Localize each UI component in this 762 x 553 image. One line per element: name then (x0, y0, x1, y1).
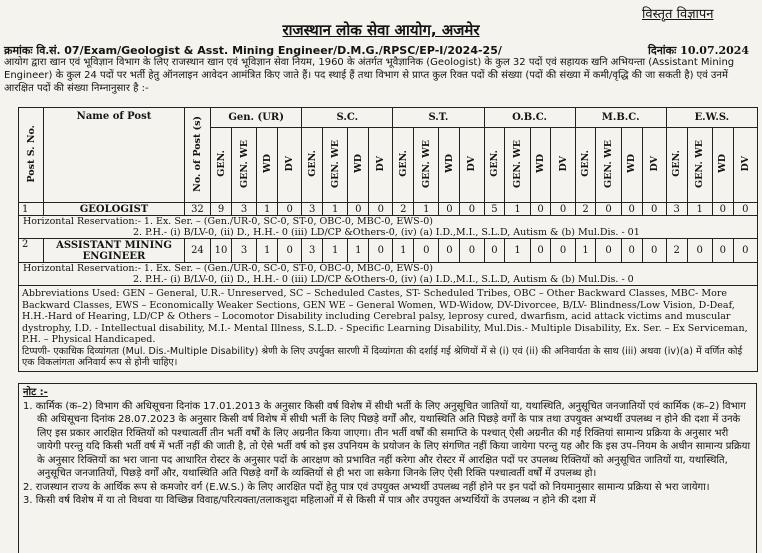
cell-value: 1 (505, 203, 530, 216)
cell-value: 0 (712, 239, 733, 263)
row-sno: 1 (19, 203, 44, 216)
cell-value: 0 (369, 203, 393, 216)
group-header: S.C. (302, 108, 393, 128)
cell-value: 0 (439, 203, 460, 216)
sub-col-header: GEN. WE (596, 128, 621, 203)
sub-col-header: GEN. (484, 128, 505, 203)
cell-value: 1 (257, 203, 278, 216)
note-item: 3. किसी वर्ष विशेष में या तो विधवा या विच्छिन्न विवाह/परित्यक्ता/तलाकशुदा महिलाओं में से किसी में पात्र और उपयुक्त अभ्यर्थियों के उपलब्ध न होने की दशा में (23, 495, 596, 506)
cell-value: 9 (211, 203, 232, 216)
cell-value: 0 (460, 239, 484, 263)
horizontal-reservation-row (19, 216, 758, 239)
sub-col-header: DV (733, 128, 757, 203)
cell-value: 0 (712, 203, 733, 216)
table-row (19, 239, 758, 263)
intro-paragraph: आयोग द्वारा खान एवं भूविज्ञान विभाग के लिए राजस्थान खान एवं भूविज्ञान सेवा नियम, 1960 के अंतर्गत भूवैज्ञानिक (Geologist) के कुल 32 पदों एवं सहायक खनि अभियन्ता (Assistant Mining Engineer) के कुल 24 पदों पर भर्ती हेतु ऑनलाइन आवेदन आमंत्रित किए जाते हैं। पद स्थाई हैं तथा विभाग से प्राप्त कुल रिक्त पदों की संख्या (पदों की संख्या में कमी/वृद्धि की जा सकती है) एवं उनमें आरक्षित पदों की संख्या निम्नानुसार है :- (4, 57, 735, 94)
sub-col-header: GEN. (393, 128, 414, 203)
cell-value: 1 (414, 203, 439, 216)
cell-value: 3 (666, 203, 687, 216)
remark-text: टिप्पणी- एकाधिक दिव्यांगता (Mul. Dis.-Multiple Disability) श्रेणी के लिए उपर्युक्त सारणी में दिव्यांगता की दर्शाई गई श्रेणियों में से (i) एवं (ii) की अनिवार्यता के साथ (iii) अथवा (iv)(a) में वर्णित कोई एक विकलांगता अनिवार्य रूप से होनी चाहिए। (22, 345, 743, 368)
row-post-name: ASSISTANT MINING ENGINEER (44, 239, 185, 263)
cell-value: 0 (530, 239, 551, 263)
cell-value: 1 (575, 239, 596, 263)
note-item: 2. राजस्थान राज्य के आर्थिक रूप से कमजोर वर्ग (E.W.S.) के लिए आरक्षित पदों हेतु पात्र एवं उपयुक्त अभ्यर्थी उपलब्ध नहीं होने पर इन पदों को नियमानुसार सामान्य प्रक्रिया से भरा जायेगा। (23, 481, 710, 493)
table-row (19, 203, 758, 216)
cell-value: 0 (551, 203, 575, 216)
notes-section (18, 383, 757, 553)
cell-value: 0 (439, 239, 460, 263)
cell-value: 0 (621, 203, 642, 216)
ref-number: 07/Exam/Geologist & Asst. Mining Engineer/D.M.G./RPSC/EP-I/2024-25/ (64, 44, 502, 57)
cell-value: 3 (302, 203, 323, 216)
cell-value: 0 (642, 203, 666, 216)
abbreviations-text: Abbreviations Used: GEN – General, U.R.- Unreserved, SC – Scheduled Castes, ST- Scheduled Tribes, OBC – Other Backward Classes, MBC- More Backward Classes, EWS – Economically Weaker Sections, GEN WE – General Women, WD-Widow, DV-Divorcee, B/LV- Blindness/Low Vision, D-Deaf, H.H.-Hard of Hearing, LD/CP & Others – Locomotor Disability including Cerebral palsy, leprosy cured, dwarfism, acid attack victims and muscular dystrophy, I.D. - Intellectual disability, M.I.- Mental Illness, S.L.D. - Specific Learning Disability, Mul.Dis.- Multiple Disability, Ex. Ser. – Ex Serviceman, P.H. – Physical Handicaped. (22, 288, 748, 345)
cell-value: 0 (484, 239, 505, 263)
cell-value: 1 (393, 239, 414, 263)
cell-value: 0 (621, 239, 642, 263)
cell-value: 0 (460, 203, 484, 216)
sub-col-header: WD (257, 128, 278, 203)
sub-col-header: GEN. WE (414, 128, 439, 203)
notes-heading: नोट :- (23, 387, 48, 398)
sub-col-header: DV (369, 128, 393, 203)
cell-value: 1 (348, 239, 369, 263)
sub-col-header: GEN. (302, 128, 323, 203)
sub-col-header: WD (439, 128, 460, 203)
sub-col-header: WD (348, 128, 369, 203)
sub-col-header: GEN. WE (323, 128, 348, 203)
sub-col-header: GEN. (211, 128, 232, 203)
date-value: 10.07.2024 (680, 44, 750, 57)
cell-value: 0 (733, 239, 757, 263)
cell-value: 0 (348, 203, 369, 216)
cell-value: 3 (302, 239, 323, 263)
sub-col-header: DV (642, 128, 666, 203)
group-header: M.B.C. (575, 108, 666, 128)
sub-col-header: DV (551, 128, 575, 203)
sub-col-header: WD (621, 128, 642, 203)
cell-value: 3 (231, 239, 256, 263)
date-label: दिनांकः (648, 44, 677, 57)
advertisement-label: विस्तृत विज्ञापन (642, 7, 714, 22)
cell-value: 1 (505, 239, 530, 263)
note-item: 1. कार्मिक (क–2) विभाग की अधिसूचना दिनांक 17.01.2013 के अनुसार किसी वर्ष विशेष में सीधी भर्ती के लिए अनुसूचित जातियों या, यथास्थिति, अनुसूचित जनजातियों एवं कार्मिक (क–2) विभाग की अधिसूचना दिनांक 28.07.2023 के अनुसार किसी वर्ष विशेष में सीधी भर्ती के लिए पिछड़े वर्गों और, यथास्थिति अति पिछड़े वर्गों के पात्र तथा उपयुक्त अभ्यर्थी उपलब्ध न होने की दशा में उनके लिए इस प्रकार आरक्षित रिक्तियों को पश्चात्वर्ती तीन भर्ती वर्षों के लिए अग्रनीत किया जाएगा। तीन भर्ती वर्षों की समाप्ति के पश्चात् ऐसी अग्रनीत की गई रिक्तियां सामान्य प्रक्रिया के अनुसार भरी जायेगी परन्तु यदि किसी भर्ती वर्ष में भर्ती नहीं की जाती है, तो ऐसे भर्ती वर्ष को इस उपनियम के प्रयोजन के लिए संगणित नहीं किया जायेगा परन्तु यह और कि इस उप–नियम के अधीन सामान्य प्रक्रिया के अनुसार रिक्तियों का भरा जाना पद आधारित रोस्टर के अनुसार पदों के आरक्षण को प्रभावित नहीं करेगा और रोस्टर में आरक्षित पदों पर उपलब्ध रिक्तियों को अनुसूचित जातियों या, यथास्थिति, अनुसूचित जनजातियों, पिछड़े वर्गों और, यथास्थिति अति पिछड़े वर्गों के व्यक्तियों से ही भरा जा सकेगा जिनके लिए ऐसी रिक्ति पश्चात्वर्ती वर्षों में उपलब्ध हो। (23, 400, 751, 479)
col-total-header: No. of Post (s) (184, 108, 210, 203)
vacancy-table (18, 107, 758, 372)
cell-value: 0 (530, 203, 551, 216)
cell-value: 0 (733, 203, 757, 216)
cell-value: 0 (369, 239, 393, 263)
group-header: O.B.C. (484, 108, 575, 128)
group-header: Gen. (UR) (211, 108, 302, 128)
cell-value: 10 (211, 239, 232, 263)
hr-line-2: 2. P.H.- (i) B/LV-0, (ii) D., H.H.- 0 (iii) LD/CP &Others-0, (iv) (a) I.D.,M.I., S.L.D, Autism & (b) Mul.Dis. - 01 (133, 227, 640, 238)
cell-value: 2 (393, 203, 414, 216)
cell-value: 0 (687, 239, 712, 263)
cell-value: 2 (666, 239, 687, 263)
horizontal-reservation-row (19, 263, 758, 286)
cell-value: 0 (596, 239, 621, 263)
col-name-header: Name of Post (44, 108, 185, 203)
group-header: S.T. (393, 108, 484, 128)
sub-col-header: DV (278, 128, 302, 203)
sub-col-header: WD (712, 128, 733, 203)
page-title: राजस्थान लोक सेवा आयोग, अजमेर (282, 21, 480, 39)
cell-value: 2 (575, 203, 596, 216)
sub-col-header: DV (460, 128, 484, 203)
sub-col-header: GEN. WE (505, 128, 530, 203)
cell-value: 1 (323, 239, 348, 263)
row-post-name: GEOLOGIST (44, 203, 185, 216)
hr-line-2: 2. P.H.- (i) B/LV-0, (ii) D., H.H.- 0 (iii) LD/CP &Others-0, (iv) (a) I.D.,M.I., S.L.D, Autism & (b) Mul.Dis. - 0 (133, 274, 634, 285)
hr-line-1: Horizontal Reservation:- 1. Ex. Ser. – (Gen./UR-0, SC-0, ST-0, OBC-0, MBC-0, EWS-0) (23, 263, 433, 274)
ref-prefix: क्रमांकः वि.सं. (4, 44, 61, 57)
group-header: E.W.S. (666, 108, 757, 128)
row-total: 24 (184, 239, 210, 263)
cell-value: 0 (414, 239, 439, 263)
cell-value: 1 (257, 239, 278, 263)
cell-value: 0 (596, 203, 621, 216)
sub-col-header: GEN. (575, 128, 596, 203)
col-sno-header: Post S. No. (19, 108, 44, 203)
sub-col-header: WD (530, 128, 551, 203)
cell-value: 3 (231, 203, 256, 216)
cell-value: 0 (278, 203, 302, 216)
row-sno: 2 (19, 239, 44, 263)
sub-col-header: GEN. WE (687, 128, 712, 203)
cell-value: 1 (323, 203, 348, 216)
cell-value: 0 (551, 239, 575, 263)
cell-value: 0 (278, 239, 302, 263)
row-total: 32 (184, 203, 210, 216)
cell-value: 5 (484, 203, 505, 216)
sub-col-header: GEN. (666, 128, 687, 203)
sub-col-header: GEN. WE (231, 128, 256, 203)
cell-value: 1 (687, 203, 712, 216)
hr-line-1: Horizontal Reservation:- 1. Ex. Ser. – (Gen./UR-0, SC-0, ST-0, OBC-0, MBC-0, EWS-0) (23, 216, 433, 227)
abbreviations-row (19, 286, 758, 372)
cell-value: 0 (642, 239, 666, 263)
